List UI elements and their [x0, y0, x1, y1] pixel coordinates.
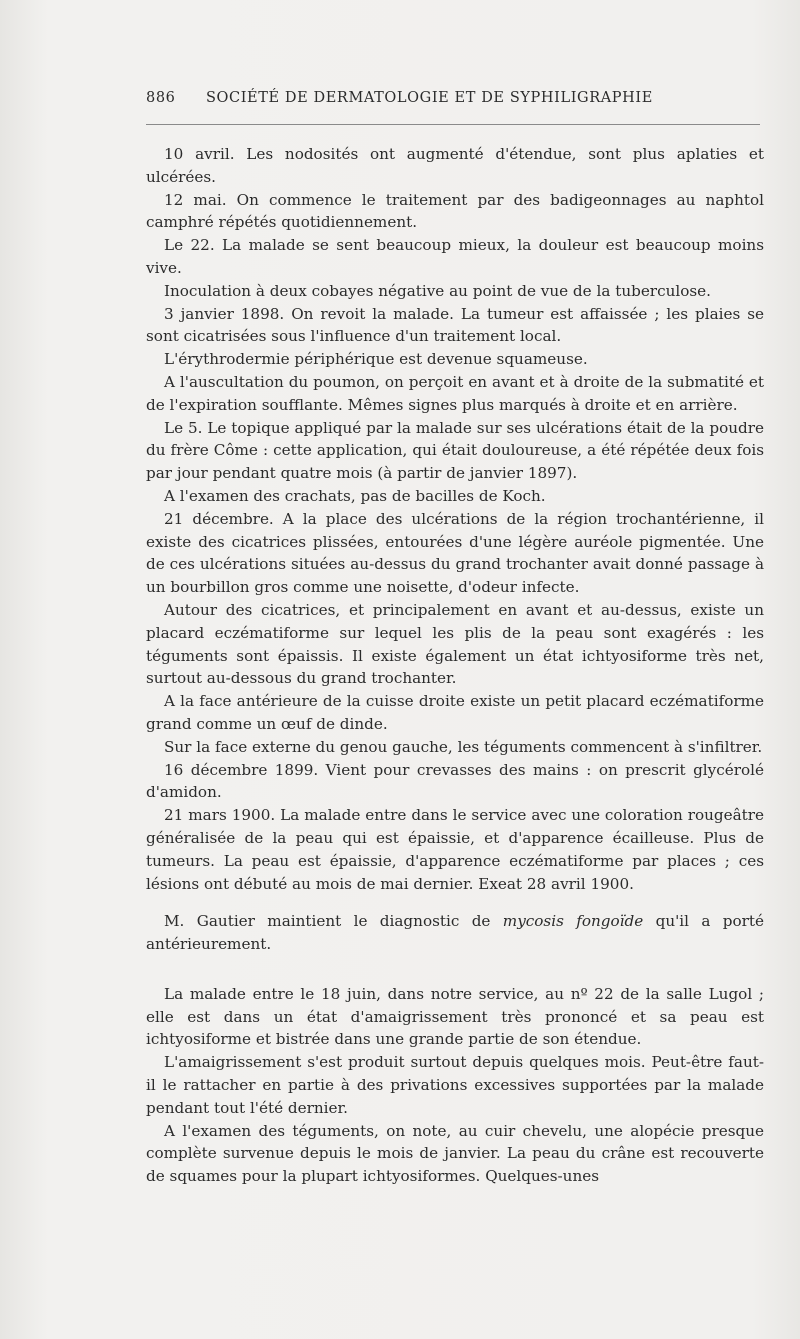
diagnosis-term: mycosis fongoïde — [502, 912, 644, 931]
paragraph: A l'auscultation du poumon, on perçoit en avant et à droite de la submatité et de l'expiration soufflante. Mêmes signes plus marqués à droite et en arrière. — [146, 372, 764, 414]
paragraph: La malade entre le 18 juin, dans notre service, au nº 22 de la salle Lugol ; elle est dans un état d'amaigrissement très prononcé et sa peau est ichtyosiforme et bistrée dans une grande partie de son étendue. — [146, 984, 764, 1049]
paragraph: Le 22. La malade se sent beaucoup mieux, la douleur est beaucoup moins vive. — [146, 236, 764, 277]
running-title: SOCIÉTÉ DE DERMATOLOGIE ET DE SYPHILIGRAPHIE — [206, 90, 653, 106]
paragraph: 21 mars 1900. La malade entre dans le service avec une coloration rougeâtre généralisée de la peau qui est épaissie, et d'apparence écailleuse. Plus de tumeurs. La peau est épaissie, d'apparence eczématiforme par places ; ces lésions ont débuté au mois de mai dernier. Exeat 28 avril 1900. — [146, 806, 764, 893]
paragraph: L'érythrodermie périphérique est devenue squameuse. — [164, 350, 588, 369]
paragraph: Sur la face externe du genou gauche, les téguments commencent à s'infiltrer. — [164, 737, 763, 756]
paragraph: Autour des cicatrices, et principalement en avant et au-dessus, existe un placard eczématiforme sur lequel les plis de la peau sont exagérés : les téguments sont épaissis. Il existe également un état ichtyosiforme très net, surtout au-dessous du grand trochanter. — [146, 600, 764, 688]
gautier-text-after: qu'il a porté antérieurement. — [146, 912, 765, 954]
header-rule — [146, 124, 760, 125]
paragraph: 3 janvier 1898. On revoit la malade. La tumeur est affaissée ; les plaies se sont cicatrisées sous l'influence d'un traitement local. — [146, 304, 764, 346]
paragraph: A l'examen des crachats, pas de bacilles de Koch. — [164, 486, 546, 505]
paragraph: Inoculation à deux cobayes négative au point de vue de la tuberculose. — [164, 281, 711, 300]
paragraph: L'amaigrissement s'est produit surtout depuis quelques mois. Peut-être faut-il le rattacher en partie à des privations excessives supportées par la malade pendant tout l'été dernier. — [146, 1053, 764, 1117]
paragraph: 21 décembre. A la place des ulcérations de la région trochantérienne, il existe des cicatrices plissées, entourées d'une légère auréole pigmentée. Une de ces ulcérations situées au-dessus du grand trochanter avait donné passage à un bourbillon gros comme une noisette, d'odeur infecte. — [146, 509, 764, 597]
body-text — [146, 143, 764, 1188]
paragraph: 16 décembre 1899. Vient pour crevasses des mains : on prescrit glycérolé d'amidon. — [146, 760, 764, 802]
paragraph: A la face antérieure de la cuisse droite existe un petit placard eczématiforme grand comme un œuf de dinde. — [146, 692, 764, 733]
gautier-text-before: M. Gautier maintient le diagnostic de — [164, 912, 503, 931]
paragraph: 10 avril. Les nodosités ont augmenté d'étendue, sont plus aplaties et ulcérées. — [146, 145, 764, 186]
paragraph: 12 mai. On commence le traitement par des badigeonnages au naphtol camphré répétés quotidiennement. — [146, 190, 764, 232]
page-number: 886 — [146, 90, 176, 106]
gautier-paragraph — [146, 910, 764, 956]
paragraph: A l'examen des téguments, on note, au cuir chevelu, une alopécie presque complète survenue depuis le mois de janvier. La peau du crâne est recouverte de squames pour la plupart ichtyosiformes. Quelques-unes — [146, 1121, 764, 1186]
paragraph: Le 5. Le topique appliqué par la malade sur ses ulcérations était de la poudre du frère Côme : cette application, qui était douloureuse, a été répétée deux fois par jour pendant quatre mois (à partir de janvier 1897). — [146, 418, 764, 483]
